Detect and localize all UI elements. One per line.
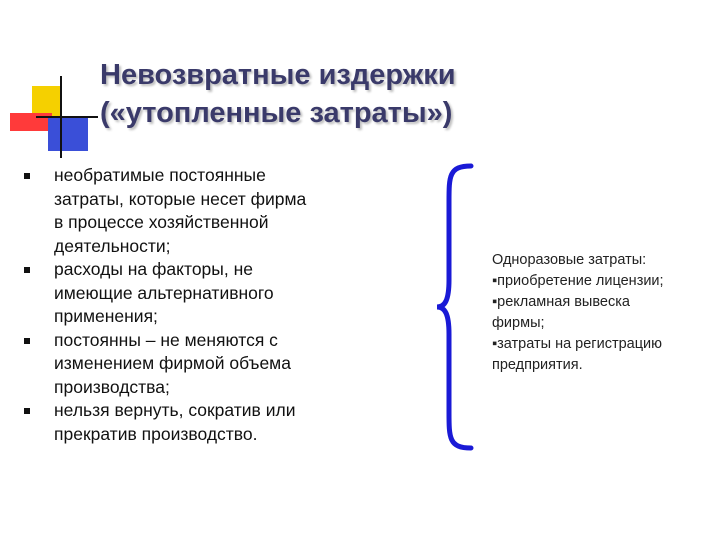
bullet-marker-icon: [24, 173, 30, 179]
bullet-text-line: прекратив производство.: [54, 423, 258, 444]
bullet-text-line: имеющие альтернативного: [54, 282, 274, 303]
bullet-marker-icon: [24, 338, 30, 344]
bullet-text-line: применения;: [54, 306, 158, 326]
side-note-line: ▪приобретение лицензии;: [492, 273, 664, 289]
bullet-marker-icon: [24, 267, 30, 273]
bullet-text-line: необратимые постоянные: [54, 165, 266, 185]
bullet-marker-icon: [24, 408, 30, 414]
bullet-text-line: затраты, которые несет фирма: [54, 188, 307, 209]
side-note-line: ▪затраты на регистрацию: [492, 336, 662, 352]
slide-title: [100, 56, 700, 132]
title-line-2: («утопленные затраты»): [100, 97, 453, 129]
bullet-text-line: изменением фирмой объема: [54, 353, 291, 373]
decorative-yellow-square: [32, 86, 62, 116]
bullet-item: [24, 164, 344, 258]
bullet-text-line: постоянны – не меняются с: [54, 329, 278, 350]
curly-brace-icon: [435, 162, 475, 452]
bullet-text-line: расходы на факторы, не: [54, 259, 253, 279]
title-line-1: Невозвратные издержки: [100, 59, 456, 91]
bullet-text-line: нельзя вернуть, сократив или: [54, 400, 296, 420]
bullet-item: [24, 329, 344, 400]
side-note-line: фирмы;: [492, 315, 545, 331]
decorative-horizontal-line: [36, 116, 98, 118]
bullet-text-line: производства;: [54, 376, 170, 397]
side-note-line: предприятия.: [492, 357, 583, 373]
bullet-text-line: в процессе хозяйственной: [54, 212, 269, 232]
bullet-item: [24, 399, 344, 446]
side-note: [492, 250, 717, 376]
bullet-list: [24, 164, 344, 446]
side-note-line: Одноразовые затраты:: [492, 252, 647, 268]
decorative-blue-square: [48, 117, 88, 151]
bullet-text-line: деятельности;: [54, 235, 171, 256]
side-note-line: ▪рекламная вывеска: [492, 294, 630, 310]
bullet-item: [24, 258, 344, 329]
